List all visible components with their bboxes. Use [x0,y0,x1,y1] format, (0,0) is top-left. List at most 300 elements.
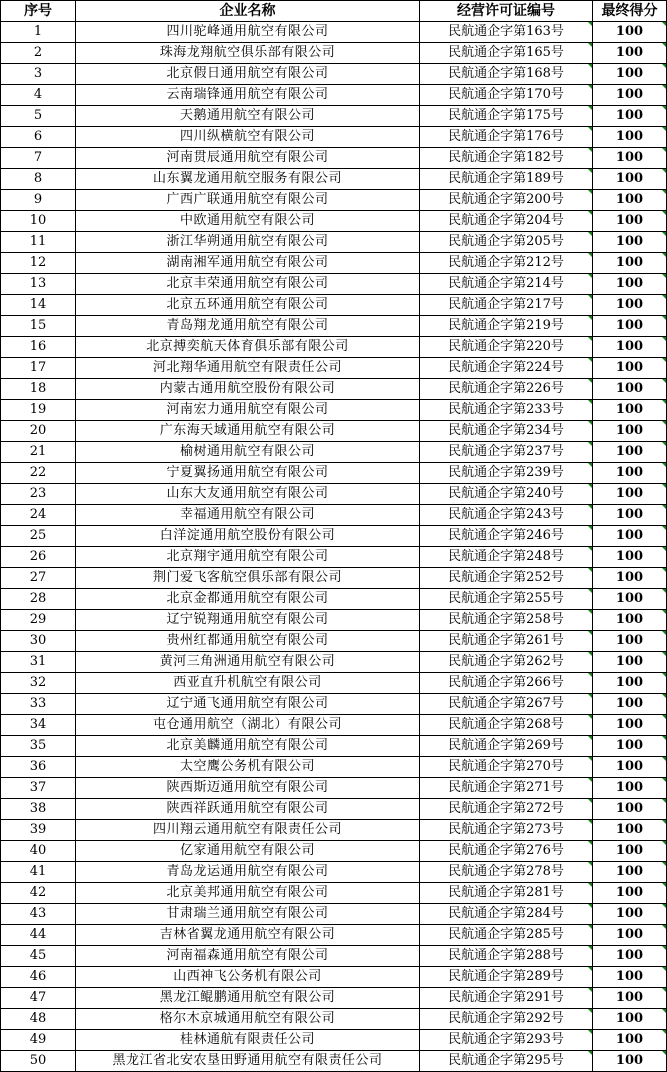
license-number-cell: 民航通企字第252号 [420,568,593,589]
cell-marker-icon [662,673,666,677]
cell-marker-icon [588,568,592,572]
cell-marker-icon [588,505,592,509]
final-score-cell: 100 [593,1009,667,1030]
table-row [1,127,667,148]
company-name-cell: 榆树通用航空有限公司 [76,442,420,463]
row-index-cell: 21 [1,442,76,463]
cell-marker-icon [662,400,666,404]
cell-marker-icon [662,463,666,467]
cell-marker-icon [662,169,666,173]
company-name-cell: 天鹅通用航空有限公司 [76,106,420,127]
row-index-cell: 27 [1,568,76,589]
cell-marker-icon [588,778,592,782]
cell-marker-icon [588,988,592,992]
row-index-cell: 44 [1,925,76,946]
final-score-cell: 100 [593,358,667,379]
cell-marker-icon [662,589,666,593]
final-score-cell: 100 [593,841,667,862]
table-row [1,505,667,526]
table-row [1,1009,667,1030]
row-index-cell: 48 [1,1009,76,1030]
final-score-cell: 100 [593,547,667,568]
table-row [1,295,667,316]
row-index-cell: 26 [1,547,76,568]
license-number-cell: 民航通企字第285号 [420,925,593,946]
table-row [1,379,667,400]
company-name-cell: 北京美麟通用航空有限公司 [76,736,420,757]
table-row [1,757,667,778]
cell-marker-icon [588,43,592,47]
cell-marker-icon [662,757,666,761]
final-score-cell: 100 [593,421,667,442]
company-name-cell: 北京五环通用航空有限公司 [76,295,420,316]
license-number-cell: 民航通企字第204号 [420,211,593,232]
company-name-cell: 北京搏奕航天体育俱乐部有限公司 [76,337,420,358]
cell-marker-icon [662,64,666,68]
final-score-cell: 100 [593,820,667,841]
license-number-cell: 民航通企字第168号 [420,64,593,85]
company-name-cell: 河南宏力通用航空有限公司 [76,400,420,421]
cell-marker-icon [662,148,666,152]
row-index-cell: 35 [1,736,76,757]
final-score-cell: 100 [593,106,667,127]
cell-marker-icon [662,862,666,866]
license-number-cell: 民航通企字第268号 [420,715,593,736]
cell-marker-icon [662,1009,666,1013]
table-row [1,820,667,841]
cell-marker-icon [662,22,666,26]
company-name-cell: 中欧通用航空有限公司 [76,211,420,232]
table-row [1,484,667,505]
table-row [1,274,667,295]
license-number-cell: 民航通企字第175号 [420,106,593,127]
table-row [1,715,667,736]
row-index-cell: 25 [1,526,76,547]
cell-marker-icon [588,253,592,257]
row-index-cell: 4 [1,85,76,106]
cell-marker-icon [588,841,592,845]
final-score-cell: 100 [593,463,667,484]
cell-marker-icon [588,211,592,215]
row-index-cell: 1 [1,22,76,43]
cell-marker-icon [662,253,666,257]
cell-marker-icon [588,358,592,362]
row-index-cell: 10 [1,211,76,232]
company-name-cell: 黄河三角洲通用航空有限公司 [76,652,420,673]
cell-marker-icon [588,757,592,761]
final-score-cell: 100 [593,694,667,715]
license-number-cell: 民航通企字第278号 [420,862,593,883]
cell-marker-icon [588,820,592,824]
cell-marker-icon [588,1051,592,1055]
table-row [1,148,667,169]
table-row [1,190,667,211]
cell-marker-icon [588,526,592,530]
license-number-cell: 民航通企字第217号 [420,295,593,316]
cell-marker-icon [662,1030,666,1034]
row-index-cell: 31 [1,652,76,673]
license-number-cell: 民航通企字第170号 [420,85,593,106]
cell-marker-icon [588,946,592,950]
final-score-cell: 100 [593,211,667,232]
license-number-cell: 民航通企字第176号 [420,127,593,148]
table-row [1,1051,667,1072]
header-index: 序号 [1,1,76,22]
final-score-cell: 100 [593,316,667,337]
cell-marker-icon [588,484,592,488]
license-number-cell: 民航通企字第291号 [420,988,593,1009]
final-score-cell: 100 [593,883,667,904]
row-index-cell: 49 [1,1030,76,1051]
company-name-cell: 四川驼峰通用航空有限公司 [76,22,420,43]
license-number-cell: 民航通企字第295号 [420,1051,593,1072]
table-row [1,526,667,547]
cell-marker-icon [588,379,592,383]
license-number-cell: 民航通企字第292号 [420,1009,593,1030]
company-name-cell: 内蒙古通用航空股份有限公司 [76,379,420,400]
company-name-cell: 黑龙江鲲鹏通用航空有限公司 [76,988,420,1009]
license-number-cell: 民航通企字第269号 [420,736,593,757]
final-score-cell: 100 [593,946,667,967]
table-row [1,967,667,988]
row-index-cell: 37 [1,778,76,799]
row-index-cell: 28 [1,589,76,610]
final-score-cell: 100 [593,925,667,946]
cell-marker-icon [662,316,666,320]
cell-marker-icon [662,967,666,971]
final-score-cell: 100 [593,631,667,652]
company-name-cell: 桂林通航有限责任公司 [76,1030,420,1051]
license-number-cell: 民航通企字第239号 [420,463,593,484]
table-row [1,841,667,862]
company-name-cell: 河南福森通用航空有限公司 [76,946,420,967]
cell-marker-icon [588,85,592,89]
final-score-cell: 100 [593,253,667,274]
company-name-cell: 青岛龙运通用航空有限公司 [76,862,420,883]
row-index-cell: 18 [1,379,76,400]
cell-marker-icon [662,43,666,47]
header-final-score: 最终得分 [593,1,667,22]
final-score-cell: 100 [593,127,667,148]
cell-marker-icon [662,694,666,698]
final-score-cell: 100 [593,610,667,631]
table-row [1,883,667,904]
license-number-cell: 民航通企字第189号 [420,169,593,190]
license-number-cell: 民航通企字第226号 [420,379,593,400]
cell-marker-icon [662,127,666,131]
cell-marker-icon [588,127,592,131]
cell-marker-icon [588,169,592,173]
header-license-number: 经营许可证编号 [420,1,593,22]
company-name-cell: 北京假日通用航空有限公司 [76,64,420,85]
row-index-cell: 6 [1,127,76,148]
cell-marker-icon [662,904,666,908]
company-name-cell: 河北翔华通用航空有限责任公司 [76,358,420,379]
cell-marker-icon [662,841,666,845]
final-score-cell: 100 [593,169,667,190]
cell-marker-icon [662,274,666,278]
final-score-cell: 100 [593,589,667,610]
cell-marker-icon [662,715,666,719]
header-company-name: 企业名称 [76,1,420,22]
row-index-cell: 11 [1,232,76,253]
row-index-cell: 13 [1,274,76,295]
final-score-cell: 100 [593,988,667,1009]
cell-marker-icon [662,883,666,887]
license-number-cell: 民航通企字第288号 [420,946,593,967]
company-name-cell: 太空鹰公务机有限公司 [76,757,420,778]
license-number-cell: 民航通企字第243号 [420,505,593,526]
row-index-cell: 34 [1,715,76,736]
row-index-cell: 41 [1,862,76,883]
final-score-cell: 100 [593,148,667,169]
license-number-cell: 民航通企字第182号 [420,148,593,169]
license-number-cell: 民航通企字第293号 [420,1030,593,1051]
cell-marker-icon [588,337,592,341]
cell-marker-icon [662,85,666,89]
cell-marker-icon [662,421,666,425]
final-score-cell: 100 [593,568,667,589]
company-name-cell: 吉林省翼龙通用航空有限公司 [76,925,420,946]
cell-marker-icon [662,211,666,215]
company-name-cell: 北京翔宇通用航空有限公司 [76,547,420,568]
row-index-cell: 33 [1,694,76,715]
final-score-cell: 100 [593,904,667,925]
cell-marker-icon [588,736,592,740]
row-index-cell: 8 [1,169,76,190]
license-number-cell: 民航通企字第237号 [420,442,593,463]
license-number-cell: 民航通企字第224号 [420,358,593,379]
company-name-cell: 辽宁通飞通用航空有限公司 [76,694,420,715]
license-number-cell: 民航通企字第163号 [420,22,593,43]
final-score-cell: 100 [593,799,667,820]
row-index-cell: 16 [1,337,76,358]
table-row [1,778,667,799]
row-index-cell: 32 [1,673,76,694]
company-name-cell: 白洋淀通用航空股份有限公司 [76,526,420,547]
final-score-cell: 100 [593,715,667,736]
cell-marker-icon [588,967,592,971]
company-name-cell: 北京金都通用航空有限公司 [76,589,420,610]
final-score-cell: 100 [593,442,667,463]
company-name-cell: 甘肃瑞兰通用航空有限公司 [76,904,420,925]
table-row [1,421,667,442]
company-name-cell: 亿家通用航空有限公司 [76,841,420,862]
row-index-cell: 12 [1,253,76,274]
final-score-cell: 100 [593,379,667,400]
row-index-cell: 14 [1,295,76,316]
cell-marker-icon [662,526,666,530]
final-score-cell: 100 [593,1051,667,1072]
company-name-cell: 北京丰荣通用航空有限公司 [76,274,420,295]
table-row [1,43,667,64]
license-number-cell: 民航通企字第270号 [420,757,593,778]
row-index-cell: 19 [1,400,76,421]
license-number-cell: 民航通企字第165号 [420,43,593,64]
company-name-cell: 黑龙江省北安农垦田野通用航空有限责任公司 [76,1051,420,1072]
cell-marker-icon [662,568,666,572]
cell-marker-icon [588,925,592,929]
company-name-cell: 四川纵横航空有限公司 [76,127,420,148]
cell-marker-icon [588,295,592,299]
license-number-cell: 民航通企字第266号 [420,673,593,694]
table-row [1,694,667,715]
cell-marker-icon [588,316,592,320]
cell-marker-icon [662,232,666,236]
cell-marker-icon [588,400,592,404]
cell-marker-icon [588,673,592,677]
row-index-cell: 15 [1,316,76,337]
cell-marker-icon [588,1030,592,1034]
company-name-cell: 宁夏翼扬通用航空有限公司 [76,463,420,484]
company-name-cell: 幸福通用航空有限公司 [76,505,420,526]
table-row [1,610,667,631]
final-score-cell: 100 [593,190,667,211]
cell-marker-icon [588,652,592,656]
final-score-cell: 100 [593,337,667,358]
company-name-cell: 湖南湘军通用航空有限公司 [76,253,420,274]
table-body [1,22,667,1072]
table-row [1,925,667,946]
company-name-cell: 陕西斯迈通用航空有限公司 [76,778,420,799]
company-name-cell: 辽宁锐翔通用航空有限公司 [76,610,420,631]
final-score-cell: 100 [593,526,667,547]
table-row [1,169,667,190]
license-number-cell: 民航通企字第255号 [420,589,593,610]
license-number-cell: 民航通企字第284号 [420,904,593,925]
final-score-cell: 100 [593,505,667,526]
license-number-cell: 民航通企字第267号 [420,694,593,715]
table-row [1,547,667,568]
license-number-cell: 民航通企字第262号 [420,652,593,673]
company-name-cell: 格尔木京城通用航空有限公司 [76,1009,420,1030]
license-number-cell: 民航通企字第289号 [420,967,593,988]
final-score-cell: 100 [593,757,667,778]
table-row [1,904,667,925]
row-index-cell: 50 [1,1051,76,1072]
license-number-cell: 民航通企字第248号 [420,547,593,568]
cell-marker-icon [588,421,592,425]
cell-marker-icon [662,358,666,362]
row-index-cell: 39 [1,820,76,841]
table-row [1,799,667,820]
row-index-cell: 45 [1,946,76,967]
final-score-cell: 100 [593,43,667,64]
cell-marker-icon [588,862,592,866]
cell-marker-icon [662,946,666,950]
row-index-cell: 5 [1,106,76,127]
license-number-cell: 民航通企字第233号 [420,400,593,421]
cell-marker-icon [662,1051,666,1055]
final-score-cell: 100 [593,85,667,106]
row-index-cell: 9 [1,190,76,211]
company-name-cell: 山西神飞公务机有限公司 [76,967,420,988]
cell-marker-icon [662,631,666,635]
final-score-cell: 100 [593,1030,667,1051]
row-index-cell: 30 [1,631,76,652]
cell-marker-icon [662,778,666,782]
cell-marker-icon [662,190,666,194]
final-score-cell: 100 [593,652,667,673]
cell-marker-icon [588,631,592,635]
final-score-cell: 100 [593,64,667,85]
table-row [1,22,667,43]
license-number-cell: 民航通企字第214号 [420,274,593,295]
company-name-cell: 屯仓通用航空（湖北）有限公司 [76,715,420,736]
company-name-cell: 山东大友通用航空有限公司 [76,484,420,505]
cell-marker-icon [662,652,666,656]
table-row [1,1030,667,1051]
company-name-cell: 珠海龙翔航空俱乐部有限公司 [76,43,420,64]
company-name-cell: 北京美邦通用航空有限公司 [76,883,420,904]
cell-marker-icon [588,106,592,110]
company-name-cell: 荆门爱飞客航空俱乐部有限公司 [76,568,420,589]
company-name-cell: 云南瑞锋通用航空有限公司 [76,85,420,106]
cell-marker-icon [662,505,666,509]
cell-marker-icon [662,799,666,803]
table-row [1,316,667,337]
company-name-cell: 山东翼龙通用航空服务有限公司 [76,169,420,190]
license-number-cell: 民航通企字第220号 [420,337,593,358]
license-number-cell: 民航通企字第205号 [420,232,593,253]
final-score-cell: 100 [593,232,667,253]
table-row [1,988,667,1009]
company-name-cell: 四川翔云通用航空有限责任公司 [76,820,420,841]
company-name-cell: 浙江华朔通用航空有限公司 [76,232,420,253]
cell-marker-icon [662,820,666,824]
cell-marker-icon [662,736,666,740]
license-number-cell: 民航通企字第246号 [420,526,593,547]
row-index-cell: 2 [1,43,76,64]
table-row [1,652,667,673]
company-name-cell: 青岛翔龙通用航空有限公司 [76,316,420,337]
license-number-cell: 民航通企字第200号 [420,190,593,211]
final-score-cell: 100 [593,736,667,757]
license-number-cell: 民航通企字第281号 [420,883,593,904]
table-row [1,568,667,589]
table-row [1,400,667,421]
cell-marker-icon [588,799,592,803]
cell-marker-icon [588,148,592,152]
cell-marker-icon [662,484,666,488]
cell-marker-icon [662,925,666,929]
row-index-cell: 20 [1,421,76,442]
row-index-cell: 3 [1,64,76,85]
table-row [1,358,667,379]
license-number-cell: 民航通企字第234号 [420,421,593,442]
cell-marker-icon [588,442,592,446]
table-row [1,211,667,232]
cell-marker-icon [588,589,592,593]
license-number-cell: 民航通企字第258号 [420,610,593,631]
table-row [1,85,667,106]
cell-marker-icon [588,22,592,26]
cell-marker-icon [588,694,592,698]
cell-marker-icon [588,610,592,614]
cell-marker-icon [588,1009,592,1013]
final-score-cell: 100 [593,862,667,883]
row-index-cell: 23 [1,484,76,505]
cell-marker-icon [588,232,592,236]
company-name-cell: 广西广联通用航空有限公司 [76,190,420,211]
company-name-cell: 陕西祥跃通用航空有限公司 [76,799,420,820]
row-index-cell: 22 [1,463,76,484]
final-score-cell: 100 [593,967,667,988]
license-number-cell: 民航通企字第240号 [420,484,593,505]
cell-marker-icon [588,463,592,467]
row-index-cell: 42 [1,883,76,904]
license-number-cell: 民航通企字第273号 [420,820,593,841]
